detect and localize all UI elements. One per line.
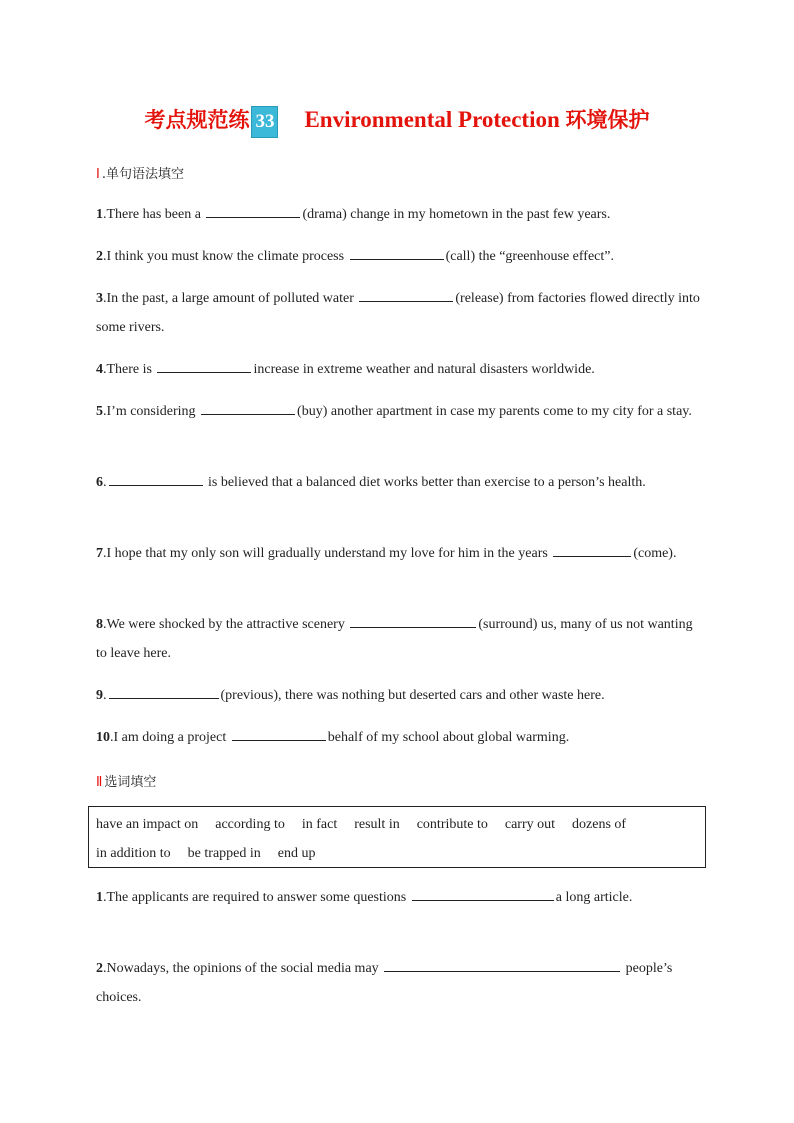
answer-blank[interactable] bbox=[350, 612, 476, 628]
section-2-heading bbox=[96, 771, 156, 790]
answer-blank[interactable] bbox=[412, 885, 554, 901]
question-item: 2.Nowadays, the opinions of the social media may people’s choices. bbox=[96, 954, 700, 1012]
word-bank-phrase: have an impact on bbox=[96, 817, 199, 832]
answer-blank[interactable] bbox=[157, 357, 251, 373]
word-bank-phrase: contribute to bbox=[416, 817, 488, 832]
word-bank-box bbox=[88, 806, 706, 868]
section-1-heading bbox=[96, 163, 184, 182]
question-item: 2.I think you must know the climate process (call) the “greenhouse effect”. bbox=[96, 242, 700, 271]
section-1-label: .单句语法填空 bbox=[101, 167, 184, 182]
title-english: Environmental Protection bbox=[304, 107, 560, 132]
question-item: 3.In the past, a large amount of polluted water (release) from factories flowed directly into some rivers. bbox=[96, 284, 700, 342]
word-bank-phrase: be trapped in bbox=[187, 846, 261, 861]
answer-blank[interactable] bbox=[553, 541, 631, 557]
question-item: 1.There has been a (drama) change in my hometown in the past few years. bbox=[96, 200, 700, 229]
answer-blank[interactable] bbox=[109, 683, 219, 699]
answer-blank[interactable] bbox=[359, 286, 453, 302]
title-prefix: 考点规范练 bbox=[144, 108, 250, 132]
question-item: 9. (previous), there was nothing but deserted cars and other waste here. bbox=[96, 681, 700, 710]
section-2-numeral: Ⅱ bbox=[96, 775, 103, 790]
word-bank-phrase: in fact bbox=[301, 817, 338, 832]
word-bank-row-2 bbox=[96, 846, 315, 862]
answer-blank[interactable] bbox=[350, 244, 444, 260]
word-bank-phrase: in addition to bbox=[96, 846, 171, 861]
question-item: 8.We were shocked by the attractive scenery (surround) us, many of us not wanting to leave here. bbox=[96, 610, 700, 668]
word-bank-phrase: result in bbox=[354, 817, 400, 832]
word-bank-phrase: end up bbox=[277, 846, 316, 861]
question-item: 5.I’m considering (buy) another apartment in case my parents come to my city for a stay. bbox=[96, 397, 700, 426]
section-2-label: 选词填空 bbox=[104, 775, 157, 790]
word-bank-row-1 bbox=[96, 817, 626, 833]
answer-blank[interactable] bbox=[201, 399, 295, 415]
word-bank-phrase: dozens of bbox=[572, 817, 627, 832]
answer-blank[interactable] bbox=[109, 470, 203, 486]
answer-blank[interactable] bbox=[232, 725, 326, 741]
title-chinese: 环境保护 bbox=[565, 108, 650, 132]
answer-blank[interactable] bbox=[206, 202, 300, 218]
question-item: 10.I am doing a project behalf of my school about global warming. bbox=[96, 723, 700, 752]
question-item: 7.I hope that my only son will gradually understand my love for him in the years (come). bbox=[96, 539, 700, 568]
section-1-numeral: Ⅰ bbox=[96, 167, 100, 182]
question-item: 1.The applicants are required to answer some questions a long article. bbox=[96, 883, 700, 912]
question-item: 6. is believed that a balanced diet works better than exercise to a person’s health. bbox=[96, 468, 700, 497]
question-item: 4.There is increase in extreme weather and natural disasters worldwide. bbox=[96, 355, 700, 384]
lesson-number-badge: 33 bbox=[251, 106, 278, 138]
word-bank-phrase: according to bbox=[215, 817, 285, 832]
page-title bbox=[0, 104, 794, 138]
answer-blank[interactable] bbox=[384, 956, 620, 972]
word-bank-phrase: carry out bbox=[504, 817, 556, 832]
